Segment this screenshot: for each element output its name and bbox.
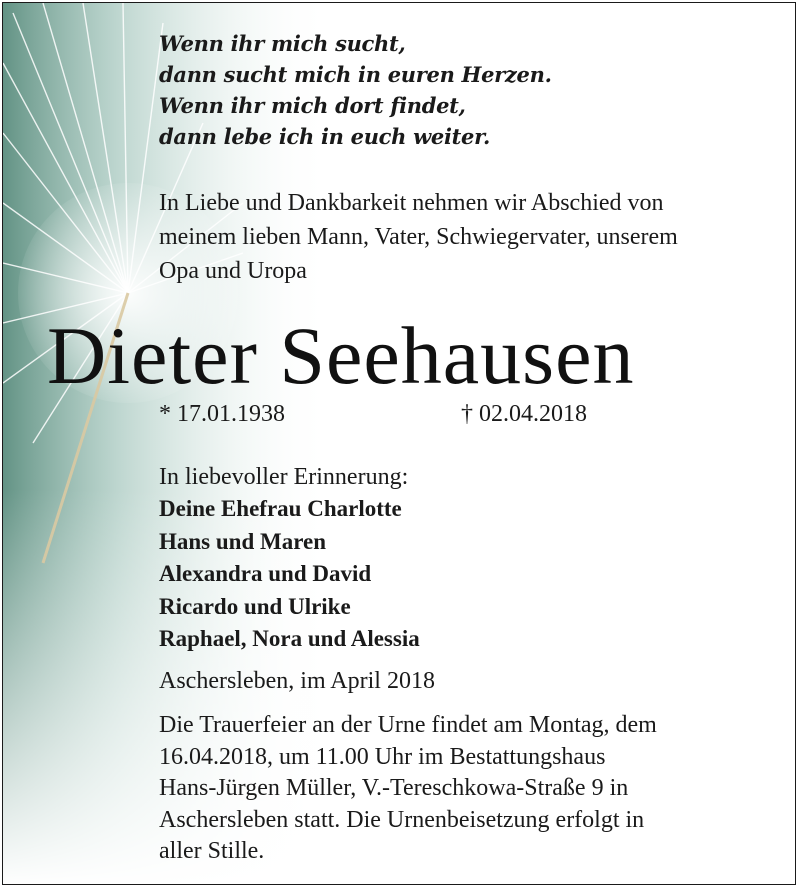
ceremony-line: 16.04.2018, um 11.00 Uhr im Bestattungshaus — [159, 743, 606, 770]
poem-line: dann sucht mich in euren Herzen. — [159, 62, 552, 87]
poem-line: dann lebe ich in euch weiter. — [159, 124, 490, 149]
poem — [159, 28, 552, 152]
poem-line: Wenn ihr mich sucht, — [159, 31, 406, 56]
intro-line: meinem lieben Mann, Vater, Schwiegervater, unserem — [159, 224, 678, 250]
intro-line: In Liebe und Dankbarkeit nehmen wir Abschied von — [159, 190, 664, 216]
deceased-name: Dieter Seehausen — [47, 310, 635, 401]
ceremony-line: aller Stille. — [159, 838, 265, 864]
mourner-name: Alexandra und David — [159, 561, 372, 586]
death-date: † 02.04.2018 — [461, 401, 587, 427]
ceremony-line: Die Trauerfeier an der Urne findet am Montag, dem — [159, 712, 657, 738]
mourners-label: In liebevoller Erinnerung: — [159, 464, 409, 490]
intro-text — [159, 186, 784, 288]
ceremony-line: Hans-Jürgen Müller, V.-Tereschkowa-Straße 9 in — [159, 775, 629, 801]
poem-line: Wenn ihr mich dort findet, — [159, 93, 466, 118]
mourner-name: Ricardo und Ulrike — [159, 593, 351, 619]
place-and-date: Aschersleben, im April 2018 — [159, 668, 435, 694]
mourner-name: Deine Ehefrau Charlotte — [159, 496, 402, 521]
mourners-list — [159, 493, 420, 656]
intro-line: Opa und Uropa — [159, 258, 307, 284]
ceremony-line: Aschersleben statt. Die Urnenbeisetzung erfolgt in — [159, 806, 645, 833]
obituary-notice — [2, 2, 796, 885]
mourner-name: Hans und Maren — [159, 528, 327, 554]
ceremony-info — [159, 710, 789, 868]
birth-date: * 17.01.1938 — [159, 401, 285, 427]
mourner-name: Raphael, Nora und Alessia — [159, 626, 420, 651]
